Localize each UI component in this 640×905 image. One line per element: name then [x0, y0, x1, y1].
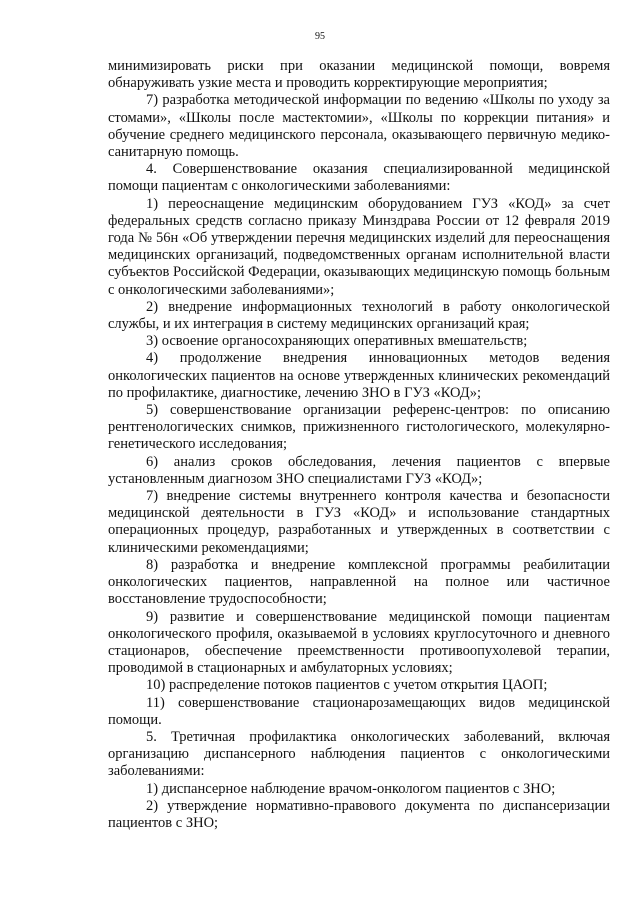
paragraph-item-8-rehab: 8) разработка и внедрение комплексной программы реабилитации онкологических пациентов, направленной на полное или частичное восстановление трудоспособности;	[108, 556, 610, 608]
paragraph-item-1-observation: 1) диспансерное наблюдение врачом-онкологом пациентов с ЗНО;	[146, 780, 556, 797]
paragraph-item-2-regulation: 2) утверждение нормативно-правового документа по диспансеризации пациентов с ЗНО;	[108, 797, 610, 831]
page-number: 95	[315, 31, 325, 42]
paragraph-item-5-reference-centers: 5) совершенствование организации референс-центров: по описанию рентгенологических снимков, прижизненного гистологического, молекулярно-генетического исследования;	[108, 402, 610, 453]
paragraph-section-5: 5. Третичная профилактика онкологических заболеваний, включая организацию диспансерного наблюдения пациентов с онкологическими заболеваниями:	[108, 728, 610, 780]
paragraph-item-11-stationary: 11) совершенствование стационарозамещающих видов медицинской помощи.	[108, 694, 610, 728]
paragraph-item-6-analysis: 6) анализ сроков обследования, лечения пациентов с впервые установленным диагнозом ЗНО специалистами ГУЗ «КОД»;	[108, 453, 610, 487]
paragraph-item-7-schools: 7) разработка методической информации по ведению «Школы по уходу за стомами», «Школы после мастектомии», «Школы по коррекции питания» и обучение среднего медицинского персонала, оказывающего первичную медико-санитарную помощь.	[108, 92, 610, 161]
paragraph-item-10-flows: 10) распределение потоков пациентов с учетом открытия ЦАОП;	[146, 677, 548, 694]
paragraph-item-7-quality: 7) внедрение системы внутреннего контроля качества и безопасности медицинской деятельности в ГУЗ «КОД» и использование стандартных операционных процедур, разработанных и утвержденных в соответствии с клиническими рекомендациями;	[108, 488, 610, 556]
paragraph-item-3-surgery: 3) освоение органосохраняющих оперативных вмешательств;	[146, 333, 528, 350]
paragraph-item-9-care: 9) развитие и совершенствование медицинской помощи пациентам онкологического профиля, оказываемой в условиях круглосуточного и дневного стационаров, обеспечение преемственности противоопухолевой терапии, проводимой в стационарных и амбулаторных условиях;	[108, 608, 610, 677]
paragraph-item-2-it: 2) внедрение информационных технологий в работу онкологической службы, и их интеграция в систему медицинских организаций края;	[108, 298, 610, 333]
paragraph-continuation: минимизировать риски при оказании медицинской помощи, вовремя обнаруживать узкие места и проводить корректирующие мероприятия;	[108, 58, 610, 92]
paragraph-item-1-equipment: 1) переоснащение медицинским оборудованием ГУЗ «КОД» за счет федеральных средств согласно приказу Минздрава России от 12 февраля 2019 года № 56н «Об утверждении перечня медицинских изделий для переоснащения медицинских организаций, подведомственных органам исполнительной власти субъектов Российской Федерации, оказывающих медицинскую помощь больным с онкологическими заболеваниями»;	[108, 195, 610, 298]
document-body	[108, 58, 610, 832]
paragraph-item-4-methods: 4) продолжение внедрения инновационных методов ведения онкологических пациентов на основе утвержденных клинических рекомендаций по профилактике, диагностике, лечению ЗНО в ГУЗ «КОД»;	[108, 350, 610, 401]
paragraph-section-4: 4. Совершенствование оказания специализированной медицинской помощи пациентам с онкологическими заболеваниями:	[108, 161, 610, 195]
